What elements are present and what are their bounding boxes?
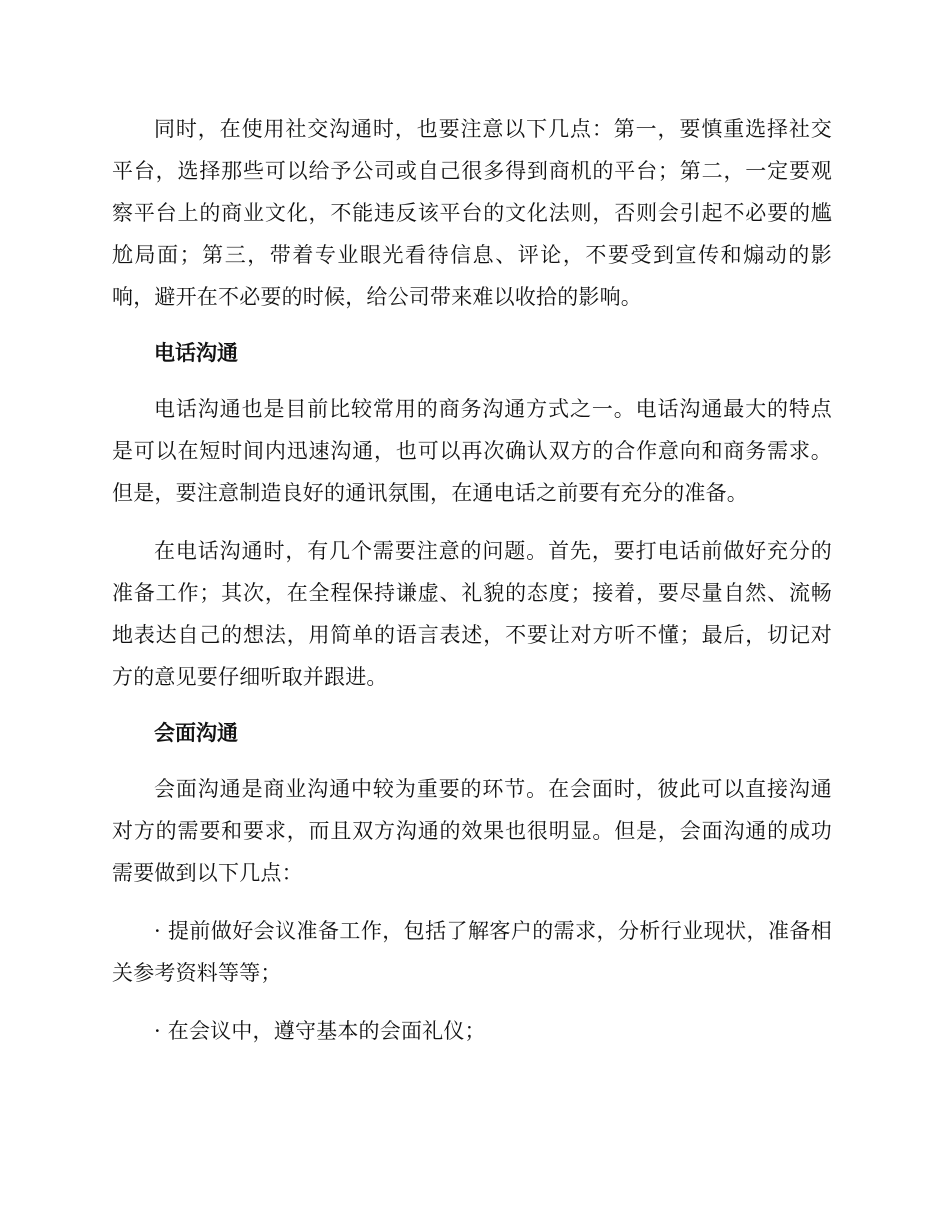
bullet-item-etiquette: · 在会议中，遵守基本的会面礼仪； [154,1019,486,1043]
paragraph-social-tips: 同时，在使用社交沟通时，也要注意以下几点：第一，要慎重选择社交平台，选择那些可以给予公司或自己很多得到商机的平台；第二，一定要观察平台上的商业文化，不能违反该平台的文化法则，否则会引起不必要的尴尬局面；第三，带着专业眼光看待信息、评论，不要受到宣传和煽动的影响，避开在不必要的时候，给公司带来难以收拾的影响。 [112,117,832,309]
heading-phone-communication: 电话沟通 [154,341,238,365]
document-page [112,108,832,1052]
paragraph-meeting-intro: 会面沟通是商业沟通中较为重要的环节。在会面时，彼此可以直接沟通对方的需要和要求，而且双方沟通的效果也很明显。但是，会面沟通的成功需要做到以下几点： [112,777,832,885]
bullet-item-preparation: · 提前做好会议准备工作，包括了解客户的需求，分析行业现状，准备相关参考资料等等； [112,919,832,985]
paragraph-phone-intro: 电话沟通也是目前比较常用的商务沟通方式之一。电话沟通最大的特点是可以在短时间内迅速沟通，也可以再次确认双方的合作意向和商务需求。但是，要注意制造良好的通讯氛围，在通电话之前要有充分的准备。 [112,397,832,505]
paragraph-phone-tips: 在电话沟通时，有几个需要注意的问题。首先，要打电话前做好充分的准备工作；其次，在全程保持谦虚、礼貌的态度；接着，要尽量自然、流畅地表达自己的想法，用简单的语言表述，不要让对方听不懂；最后，切记对方的意见要仔细听取并跟进。 [112,539,832,689]
heading-meeting-communication: 会面沟通 [154,721,238,745]
